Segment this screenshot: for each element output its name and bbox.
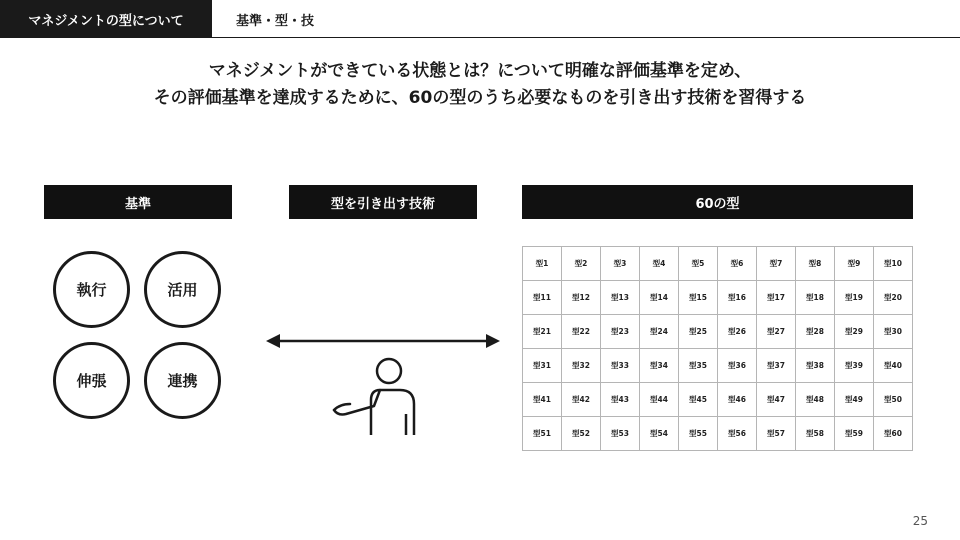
kata-cell: 型9 (835, 247, 874, 281)
kata-cell: 型47 (757, 383, 796, 417)
kata-cell: 型19 (835, 281, 874, 315)
kata-cell: 型34 (640, 349, 679, 383)
criteria-label: 基準 (44, 185, 232, 219)
kata-cell: 型4 (640, 247, 679, 281)
kata-cell: 型40 (874, 349, 913, 383)
header-divider (212, 37, 960, 38)
kata-cell: 型51 (523, 417, 562, 451)
kata-grid (522, 246, 913, 451)
kata-row (523, 315, 913, 349)
header-bar (0, 0, 960, 38)
kata-row (523, 281, 913, 315)
kata-row (523, 417, 913, 451)
kata-row (523, 349, 913, 383)
criteria-circle-utilization: 活用 (144, 251, 221, 328)
kata-cell: 型28 (796, 315, 835, 349)
kata-cell: 型54 (640, 417, 679, 451)
kata-cell: 型25 (679, 315, 718, 349)
kata-cell: 型44 (640, 383, 679, 417)
kata-cell: 型8 (796, 247, 835, 281)
kata-cell: 型15 (679, 281, 718, 315)
kata-cell: 型55 (679, 417, 718, 451)
kata-cell: 型23 (601, 315, 640, 349)
kata-cell: 型1 (523, 247, 562, 281)
kata-cell: 型14 (640, 281, 679, 315)
kata-cell: 型18 (796, 281, 835, 315)
kata-cell: 型13 (601, 281, 640, 315)
kata-cell: 型32 (562, 349, 601, 383)
kata-cell: 型57 (757, 417, 796, 451)
kata-cell: 型20 (874, 281, 913, 315)
criteria-circle-collaboration: 連携 (144, 342, 221, 419)
kata-cell: 型12 (562, 281, 601, 315)
headline (0, 58, 960, 112)
kata-cell: 型41 (523, 383, 562, 417)
headline-line-1: マネジメントができている状態とは？について明確な評価基準を定め、 (208, 61, 752, 81)
kata-cell: 型30 (874, 315, 913, 349)
kata-cell: 型31 (523, 349, 562, 383)
kata-cell: 型50 (874, 383, 913, 417)
kata-cell: 型45 (679, 383, 718, 417)
kata-cell: 型11 (523, 281, 562, 315)
page-number: 25 (912, 514, 928, 528)
kata-cell: 型39 (835, 349, 874, 383)
kata-cell: 型21 (523, 315, 562, 349)
section-subtitle: 基準・型・技 (236, 13, 315, 29)
kata-cell: 型60 (874, 417, 913, 451)
kata-cell: 型6 (718, 247, 757, 281)
kata-cell: 型7 (757, 247, 796, 281)
criteria-circle-growth: 伸張 (53, 342, 130, 419)
headline-line-2: その評価基準を達成するために、60の型のうち必要なものを引き出す技術を習得する (153, 88, 807, 108)
kata-cell: 型16 (718, 281, 757, 315)
kata-cell: 型3 (601, 247, 640, 281)
kata-row (523, 383, 913, 417)
kata-cell: 型29 (835, 315, 874, 349)
kata-label: 60の型 (522, 185, 913, 219)
kata-cell: 型17 (757, 281, 796, 315)
kata-cell: 型33 (601, 349, 640, 383)
skill-label: 型を引き出す技術 (289, 185, 477, 219)
kata-cell: 型35 (679, 349, 718, 383)
kata-cell: 型59 (835, 417, 874, 451)
kata-cell: 型22 (562, 315, 601, 349)
kata-cell: 型24 (640, 315, 679, 349)
section-tab-title: マネジメントの型について (0, 0, 212, 38)
kata-cell: 型38 (796, 349, 835, 383)
kata-cell: 型49 (835, 383, 874, 417)
double-arrow-icon (264, 330, 502, 352)
kata-cell: 型37 (757, 349, 796, 383)
kata-cell: 型58 (796, 417, 835, 451)
presenter-person-icon (328, 352, 424, 438)
kata-cell: 型2 (562, 247, 601, 281)
kata-cell: 型5 (679, 247, 718, 281)
kata-cell: 型56 (718, 417, 757, 451)
kata-cell: 型36 (718, 349, 757, 383)
kata-cell: 型52 (562, 417, 601, 451)
kata-cell: 型10 (874, 247, 913, 281)
kata-cell: 型27 (757, 315, 796, 349)
kata-row (523, 247, 913, 281)
kata-cell: 型42 (562, 383, 601, 417)
kata-cell: 型26 (718, 315, 757, 349)
criteria-circle-execution: 執行 (53, 251, 130, 328)
kata-cell: 型46 (718, 383, 757, 417)
kata-cell: 型43 (601, 383, 640, 417)
kata-cell: 型48 (796, 383, 835, 417)
kata-cell: 型53 (601, 417, 640, 451)
